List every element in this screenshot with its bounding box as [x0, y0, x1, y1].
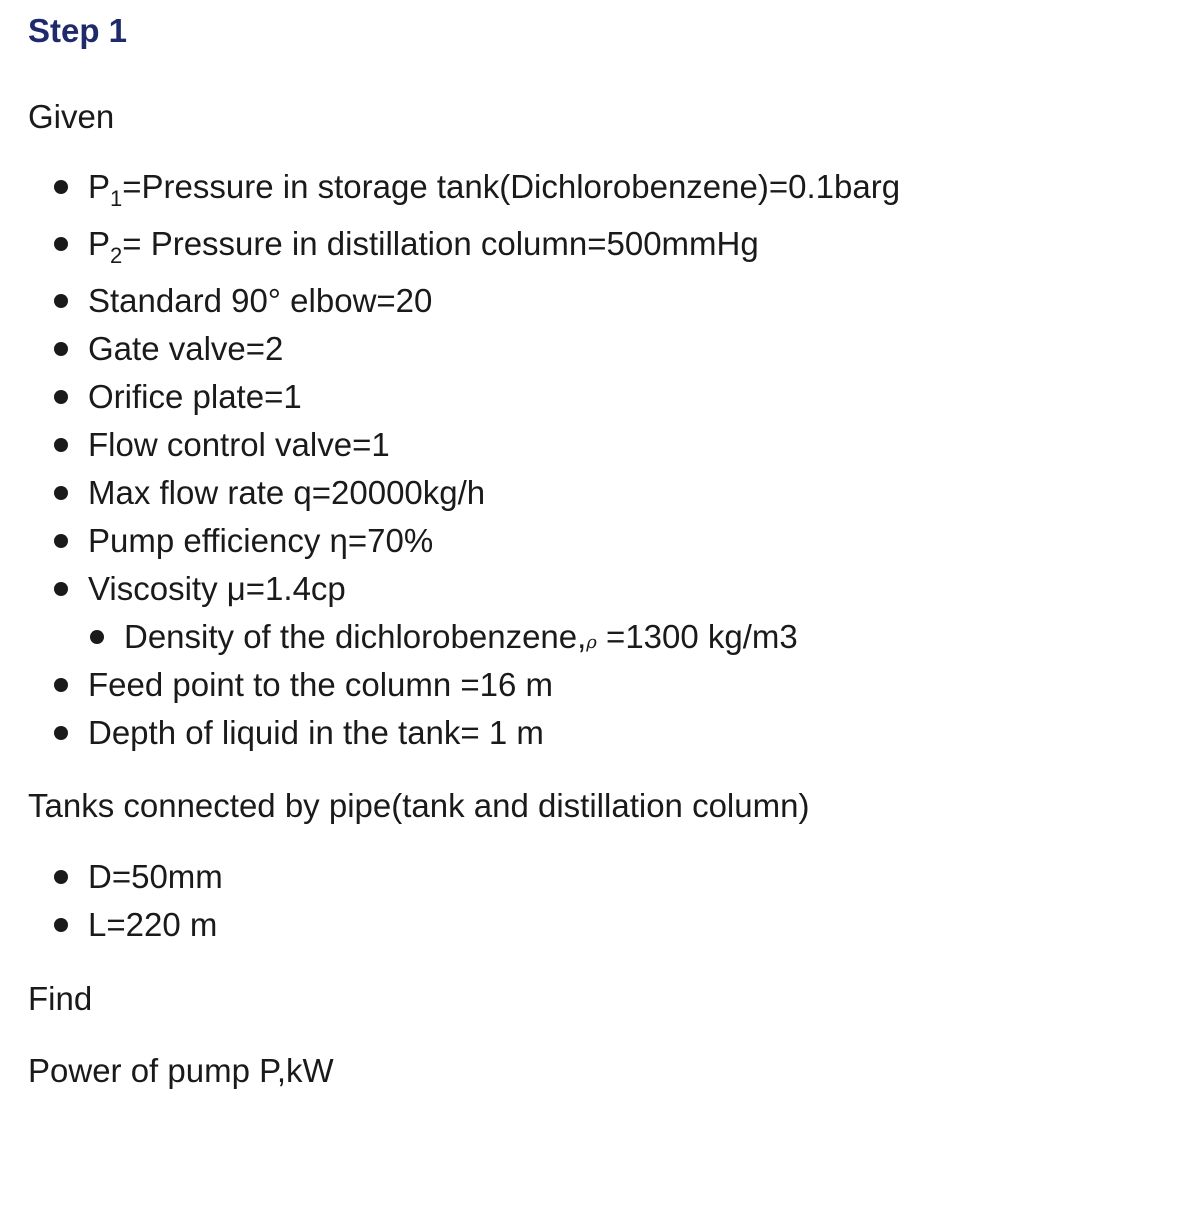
p2-symbol: P: [88, 225, 111, 262]
rho-symbol: ρ: [586, 632, 597, 653]
given-heading: Given: [28, 98, 115, 135]
bullet-icon: [54, 342, 68, 356]
bullet-icon: [54, 294, 68, 308]
bullet-icon: [54, 918, 68, 932]
bullet-icon: [54, 390, 68, 404]
flow-rate-text: Max flow rate q=20000kg/h: [88, 474, 486, 511]
density-label: Density of the dichlorobenzene,: [124, 618, 587, 655]
p1-text: =Pressure in storage tank(Dichlorobenzene)=0.1barg: [122, 168, 901, 205]
bullet-icon: [54, 237, 68, 251]
orifice-plate-text: Orifice plate=1: [88, 378, 302, 415]
bullet-icon: [90, 630, 104, 644]
feed-point-text: Feed point to the column =16 m: [88, 666, 554, 703]
p1-symbol: P: [88, 168, 111, 205]
find-heading: Find: [28, 980, 93, 1017]
bullet-icon: [54, 486, 68, 500]
bullet-icon: [54, 438, 68, 452]
bullet-icon: [54, 582, 68, 596]
diameter-text: D=50mm: [88, 858, 223, 895]
gate-valve-text: Gate valve=2: [88, 330, 284, 367]
find-text: Power of pump P,kW: [28, 1052, 334, 1089]
density-value: =1300 kg/m3: [596, 618, 798, 655]
p2-subscript: 2: [110, 243, 123, 268]
bullet-icon: [54, 180, 68, 194]
p1-subscript: 1: [110, 186, 123, 211]
p2-text: = Pressure in distillation column=500mmHg: [122, 225, 759, 262]
bullet-icon: [54, 534, 68, 548]
pipe-heading: Tanks connected by pipe(tank and distillation column): [28, 787, 810, 824]
step-title: Step 1: [28, 12, 128, 49]
bullet-icon: [54, 870, 68, 884]
length-text: L=220 m: [88, 906, 218, 943]
pump-efficiency-text: Pump efficiency η=70%: [88, 522, 434, 559]
elbow-text: Standard 90° elbow=20: [88, 282, 433, 319]
liquid-depth-text: Depth of liquid in the tank= 1 m: [88, 714, 544, 751]
bullet-icon: [54, 678, 68, 692]
flow-control-valve-text: Flow control valve=1: [88, 426, 390, 463]
viscosity-text: Viscosity μ=1.4cp: [88, 570, 346, 607]
bullet-icon: [54, 726, 68, 740]
